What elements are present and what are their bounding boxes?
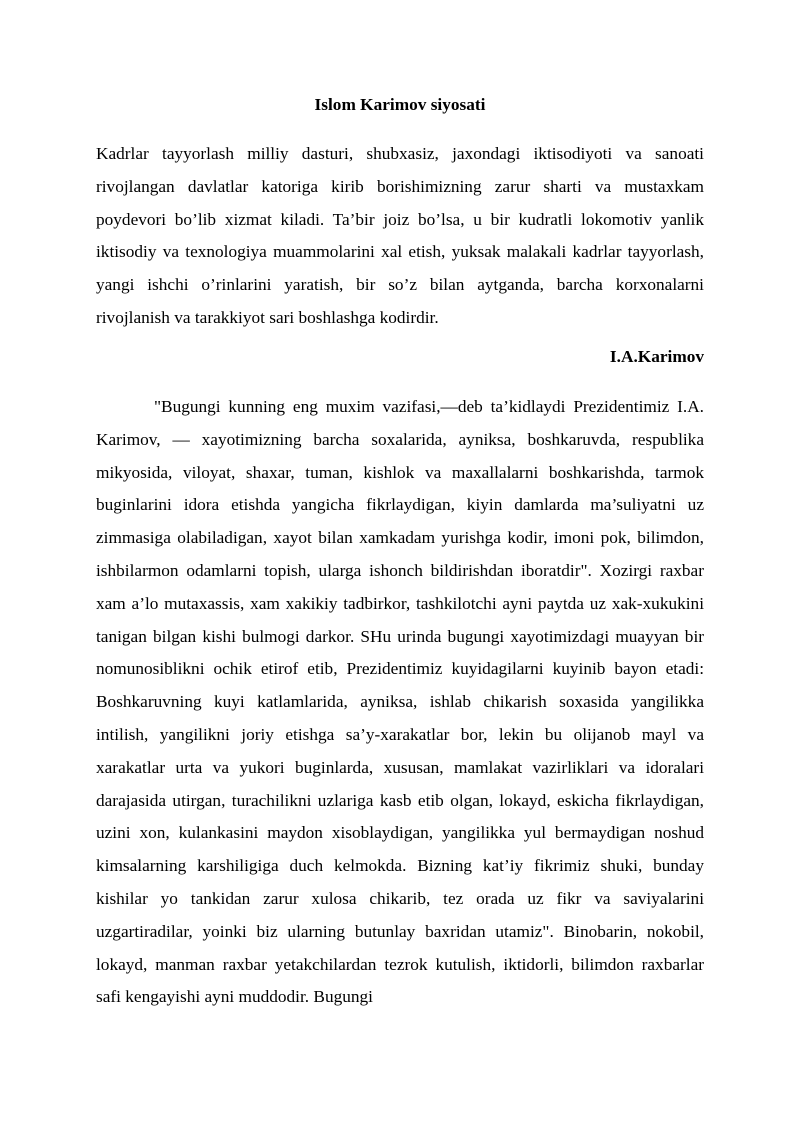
page-title: Islom Karimov siyosati bbox=[314, 95, 486, 114]
epigraph-author: I.A.Karimov bbox=[609, 347, 704, 366]
epigraph-paragraph: Kadrlar tayyorlash milliy dasturi, shubxasiz, jaxondagi iktisodiyoti va sanoati rivojlangan davlatlar katoriga kirib borishimizning zarur sharti va mustaxkam poydevori bo’lib xizmat kiladi. Ta’bir joiz bo’lsa, u bir kudratli lokomotiv yanlik iktisodiy va texnologiya muammolarini xal etish, yuksak malakali kadrlar tayyorlash, yangi ishchi o’rinlarini yaratish, bir so’z bilan aytganda, barcha korxonalarni rivojlanish va tarakkiyot sari boshlashga kodirdir. bbox=[96, 144, 704, 327]
body-paragraph: "Bugungi kunning eng muxim vazifasi,—deb ta’kidlaydi Prezidentimiz I.A. Karimov, — xayotimizning barcha soxalarida, ayniksa, boshkaruvda, respublika mikyosida, viloyat, shaxar, tuman, kishlok va maxallalarni boshkarishda, tarmok buginlarini idora etishda yangicha fikrlaydigan, kiyin damlarda ma’suliyatni uz zimmasiga olabiladigan, xayot bilan xamkadam yurishga kodir, imoni pok, bilimdon, ishbilarmon odamlarni topish, ularga ishonch bildirishdan iboratdir". Xozirgi raxbar xam a’lo mutaxassis, xam xakikiy tadbirkor, tashkilotchi ayni paytda uz xak-xukukini tanigan bilgan kishi bulmogi darkor. SHu urinda bugungi xayotimizdagi muayyan bir nomunosiblikni ochik etirof etib, Prezidentimiz kuyidagilarni kuyinib bayon etadi: Boshkaruvning kuyi katlamlarida, ayniksa, ishlab chikarish soxasida yangilikka intilish, yangilikni joriy etishga sa’y-xarakatlar bor, lekin bu olijanob mayl va xarakatlar urta va yukori buginlarda, xususan, mamlakat vazirliklari va idoralari darajasida utirgan, turachilikni uzlariga kasb etib olgan, lokayd, eskicha fikrlaydigan, uzini xon, kulankasini maydon xisoblaydigan, yangilikka yul bermaydigan noshud kimsalarning karshiligiga duch kelmokda. Bizning kat’iy fikrimiz shuki, bunday kishilar yo tankidan zarur xulosa chikarib, tez orada uz fikr va saviyalarini uzgartiradilar, yoinki biz ularning butunlay baxridan utamiz". Binobarin, nokobil, lokayd, manman raxbar yetakchilardan tezrok kutulish, iktidorli, bilimdon raxbarlar safi kengayishi ayni muddodir. Bugungi bbox=[96, 397, 704, 1007]
